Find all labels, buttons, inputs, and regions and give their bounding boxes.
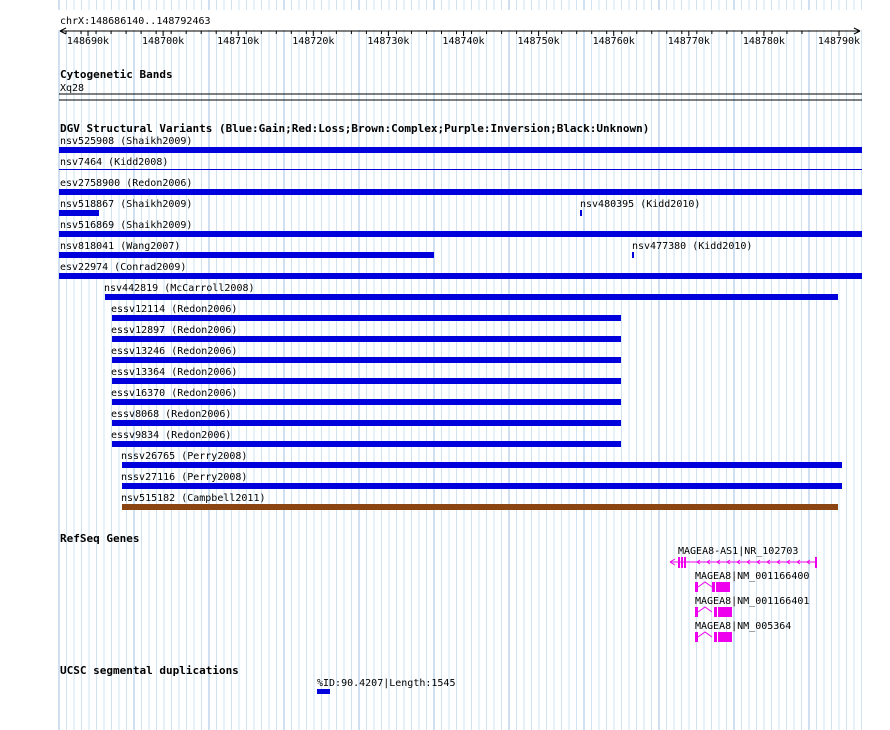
dgv-feature-bar[interactable] [112, 357, 621, 363]
ruler-tick-label: 148740k [442, 36, 485, 47]
refseq-gene-label: MAGEA8|NM_001166401 [695, 596, 810, 607]
ruler-tick-label: 148790k [817, 36, 861, 47]
dgv-feature-label: essv9834 (Redon2006) [111, 430, 232, 441]
ruler-tick-label: 148750k [517, 36, 560, 47]
dgv-feature-label: essv12114 (Redon2006) [111, 304, 238, 315]
refseq-gene-model[interactable] [670, 557, 817, 568]
dgv-feature-label: nsv516869 (Shaikh2009) [60, 220, 193, 231]
dgv-feature-bar[interactable] [122, 504, 838, 510]
dgv-feature-bar[interactable] [632, 252, 634, 258]
dgv-feature-bar[interactable] [112, 399, 621, 405]
dgv-feature-label: nssv27116 (Perry2008) [121, 472, 248, 483]
segdup-feature[interactable] [317, 689, 330, 694]
ruler-tick-label: 148780k [742, 36, 785, 47]
refseq-gene-label: MAGEA8-AS1|NR_102703 [678, 546, 799, 557]
dgv-feature-bar[interactable] [112, 441, 621, 447]
cytoband-title: Cytogenetic Bands [60, 68, 173, 81]
dgv-feature-bar[interactable] [122, 483, 842, 489]
dgv-feature-label: nsv480395 (Kidd2010) [580, 199, 701, 210]
dgv-feature-label: essv12897 (Redon2006) [111, 325, 238, 336]
dgv-feature-bar[interactable] [112, 336, 621, 342]
ruler-label: chrX:148686140..148792463 [60, 16, 211, 27]
refseq-gene-model[interactable] [695, 607, 732, 617]
refseq-gene-model[interactable] [695, 582, 730, 592]
refseq-gene-label: MAGEA8|NM_005364 [695, 621, 792, 632]
dgv-feature-bar[interactable] [580, 210, 582, 216]
dgv-feature-label: nsv477380 (Kidd2010) [632, 241, 753, 252]
dgv-feature-label: nsv442819 (McCarroll2008) [104, 283, 255, 294]
refseq-gene-label: MAGEA8|NM_001166400 [695, 571, 810, 582]
ruler-tick-label: 148720k [292, 36, 335, 47]
ruler-tick-label: 148730k [367, 36, 410, 47]
dgv-feature-label: esv2758900 (Redon2006) [60, 178, 193, 189]
ruler-tick-label: 148760k [592, 36, 635, 47]
dgv-feature-bar[interactable] [59, 231, 862, 237]
dgv-feature-label: nsv818041 (Wang2007) [60, 241, 181, 252]
dgv-feature-label: essv16370 (Redon2006) [111, 388, 238, 399]
dgv-feature-bar[interactable] [59, 169, 862, 170]
ruler-ticks [66, 31, 860, 47]
cytoband-label: Xq28 [60, 83, 85, 94]
dgv-feature-label: essv13246 (Redon2006) [111, 346, 238, 357]
refseq-track [60, 532, 817, 642]
dgv-feature-label: essv8068 (Redon2006) [111, 409, 232, 420]
segdup-title: UCSC segmental duplications [60, 664, 239, 677]
dgv-feature-label: esv22974 (Conrad2009) [60, 262, 187, 273]
ruler-tick-label: 148700k [142, 36, 185, 47]
dgv-feature-bar[interactable] [105, 294, 838, 300]
dgv-feature-bar[interactable] [59, 210, 99, 216]
refseq-gene-model[interactable] [695, 632, 732, 642]
dgv-title: DGV Structural Variants (Blue:Gain;Red:Loss;Brown:Complex;Purple:Inversion;Black:Unknown) [60, 122, 650, 135]
dgv-feature-bar[interactable] [59, 189, 862, 195]
dgv-feature-label: nsv518867 (Shaikh2009) [60, 199, 193, 210]
dgv-feature-bar[interactable] [112, 378, 621, 384]
ruler-tick-label: 148770k [667, 36, 710, 47]
dgv-feature-label: nsv525908 (Shaikh2009) [60, 136, 193, 147]
segdup-label: %ID:90.4207|Length:1545 [317, 678, 456, 689]
dgv-feature-label: nsv7464 (Kidd2008) [60, 157, 169, 168]
dgv-feature-bar[interactable] [59, 252, 434, 258]
dgv-feature-bar[interactable] [122, 462, 842, 468]
dgv-feature-label: essv13364 (Redon2006) [111, 367, 238, 378]
ruler-tick-label: 148690k [66, 36, 110, 47]
dgv-feature-bar[interactable] [112, 315, 621, 321]
refseq-title: RefSeq Genes [60, 532, 140, 545]
dgv-feature-bar[interactable] [112, 420, 621, 426]
ruler-tick-label: 148710k [217, 36, 260, 47]
dgv-feature-bar[interactable] [59, 147, 862, 153]
dgv-feature-label: nssv26765 (Perry2008) [121, 451, 248, 462]
dgv-feature-bar[interactable] [59, 273, 862, 279]
dgv-feature-label: nsv515182 (Campbell2011) [121, 493, 266, 504]
ruler-track [58, 10, 864, 47]
